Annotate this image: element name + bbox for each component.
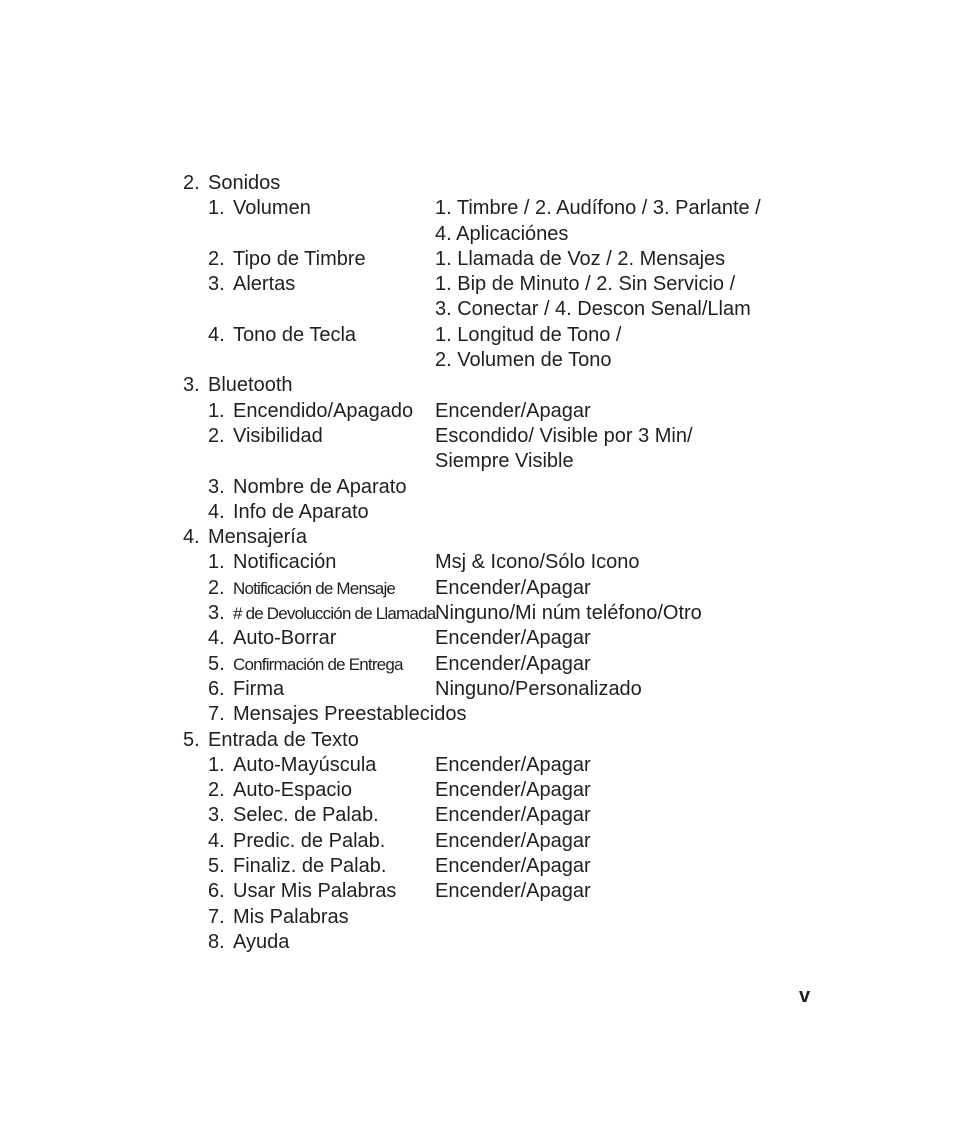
menu-item-number: 1.	[208, 197, 225, 220]
menu-item-label: Auto-Espacio	[233, 779, 352, 802]
menu-item-number: 3.	[208, 273, 225, 296]
section-number: 2.	[183, 172, 200, 194]
menu-item	[183, 272, 863, 297]
menu-item	[183, 576, 863, 601]
menu-item-options: Encender/Apagar	[435, 829, 591, 852]
menu-item-options: 2. Volumen de Tono	[435, 349, 612, 372]
menu-item	[183, 196, 863, 221]
menu-item-label: Alertas	[233, 273, 296, 296]
menu-item	[183, 652, 863, 677]
menu-item	[183, 500, 863, 525]
menu-item-number: 6.	[208, 677, 225, 700]
section-title: Mensajería	[208, 526, 307, 549]
menu-item	[183, 626, 863, 651]
menu-item-options: 1. Longitud de Tono /	[435, 323, 622, 346]
menu-item-number: 4.	[208, 627, 225, 650]
menu-item-label: Encendido/Apagado	[233, 399, 414, 422]
menu-item-label: Mensajes Preestablecidos	[233, 703, 467, 726]
menu-item-number: 1.	[208, 399, 225, 422]
menu-item	[183, 677, 863, 702]
menu-item-label: Auto-Borrar	[233, 627, 337, 650]
menu-item-label: Mis Palabras	[233, 905, 349, 928]
menu-item	[183, 424, 863, 449]
menu-item-options: Encender/Apagar	[435, 880, 591, 903]
menu-item-number: 4.	[208, 500, 225, 523]
menu-item	[183, 778, 863, 803]
menu-item-options: Encender/Apagar	[435, 627, 591, 650]
menu-item-number: 3.	[208, 804, 225, 827]
section-number: 5.	[183, 728, 200, 751]
section-title: Sonidos	[208, 172, 281, 194]
menu-item-label: # de Devolucción de Llamada	[233, 604, 436, 624]
menu-item	[183, 323, 863, 348]
menu-item	[183, 930, 863, 955]
menu-item-number: 5.	[208, 652, 225, 675]
menu-item-options: 4. Aplicaciónes	[435, 222, 569, 245]
menu-item	[183, 829, 863, 854]
menu-item-number: 1.	[208, 551, 225, 574]
section-number: 4.	[183, 526, 200, 549]
menu-item-options: Encender/Apagar	[435, 399, 591, 422]
menu-item-number: 3.	[208, 475, 225, 498]
menu-item-options: 1. Timbre / 2. Audífono / 3. Parlante /	[435, 197, 761, 220]
menu-item-number: 2.	[208, 247, 225, 270]
menu-item-number: 2.	[208, 779, 225, 802]
menu-item-options: Ninguno/Mi núm teléfono/Otro	[435, 602, 702, 625]
menu-item-options: Encender/Apagar	[435, 753, 591, 776]
menu-item-label: Confirmación de Entrega	[233, 654, 403, 674]
section-heading	[183, 373, 863, 398]
menu-item-number: 3.	[208, 602, 225, 625]
section-title: Entrada de Texto	[208, 728, 359, 751]
menu-item-label: Notificación de Mensaje	[233, 578, 396, 598]
menu-item-label: Nombre de Aparato	[233, 475, 407, 498]
menu-item-options: Msj & Icono/Sólo Icono	[435, 551, 640, 574]
menu-item-number: 1.	[208, 753, 225, 776]
section-heading	[183, 728, 863, 753]
menu-item-label: Auto-Mayúscula	[233, 753, 377, 776]
menu-item-options: Encender/Apagar	[435, 779, 591, 802]
section-heading	[183, 171, 863, 196]
menu-item-continuation	[183, 449, 863, 474]
menu-item-number: 4.	[208, 323, 225, 346]
menu-item	[183, 475, 863, 500]
menu-item	[183, 550, 863, 575]
menu-item-options: 1. Bip de Minuto / 2. Sin Servicio /	[435, 273, 736, 296]
menu-item-options: Siempre Visible	[435, 450, 574, 473]
menu-item-number: 8.	[208, 930, 225, 953]
menu-item-options: Encender/Apagar	[435, 804, 591, 827]
menu-item-number: 7.	[208, 703, 225, 726]
menu-item-label: Usar Mis Palabras	[233, 880, 397, 903]
menu-item-label: Tono de Tecla	[233, 323, 357, 346]
menu-item-number: 6.	[208, 880, 225, 903]
menu-item-options: Encender/Apagar	[435, 652, 591, 675]
menu-item-number: 5.	[208, 855, 225, 878]
menu-item-label: Visibilidad	[233, 424, 323, 447]
menu-item-options: 3. Conectar / 4. Descon Senal/Llam	[435, 298, 751, 321]
section-title: Bluetooth	[208, 374, 293, 397]
menu-item	[183, 879, 863, 904]
menu-item-label: Ayuda	[233, 930, 290, 953]
menu-item-label: Volumen	[233, 197, 311, 220]
menu-item-continuation	[183, 222, 863, 247]
menu-item-label: Firma	[233, 677, 285, 700]
menu-item-continuation	[183, 348, 863, 373]
menu-item-label: Selec. de Palab.	[233, 804, 379, 827]
section-number: 3.	[183, 374, 200, 397]
page-number: v	[799, 985, 811, 1007]
menu-item-label: Finaliz. de Palab.	[233, 855, 387, 878]
menu-item-label: Info de Aparato	[233, 500, 369, 523]
menu-item	[183, 905, 863, 930]
menu-item	[183, 854, 863, 879]
menu-item	[183, 803, 863, 828]
menu-item-continuation	[183, 297, 863, 322]
menu-item-label: Notificación	[233, 551, 337, 574]
menu-item	[183, 601, 863, 626]
menu-item-number: 7.	[208, 905, 225, 928]
menu-item-number: 4.	[208, 829, 225, 852]
menu-item-options: 1. Llamada de Voz / 2. Mensajes	[435, 247, 726, 270]
menu-item	[183, 399, 863, 424]
menu-item-options: Escondido/ Visible por 3 Min/	[435, 424, 693, 447]
menu-item-options: Encender/Apagar	[435, 576, 591, 599]
menu-item	[183, 702, 863, 727]
menu-item-label: Tipo de Timbre	[233, 247, 366, 270]
settings-menu-list	[183, 171, 863, 955]
menu-item-number: 2.	[208, 424, 225, 447]
menu-item-number: 2.	[208, 576, 225, 599]
section-heading	[183, 525, 863, 550]
menu-item-label: Predic. de Palab.	[233, 829, 386, 852]
menu-item	[183, 753, 863, 778]
menu-item	[183, 247, 863, 272]
menu-item-options: Ninguno/Personalizado	[435, 677, 642, 700]
menu-item-options: Encender/Apagar	[435, 855, 591, 878]
